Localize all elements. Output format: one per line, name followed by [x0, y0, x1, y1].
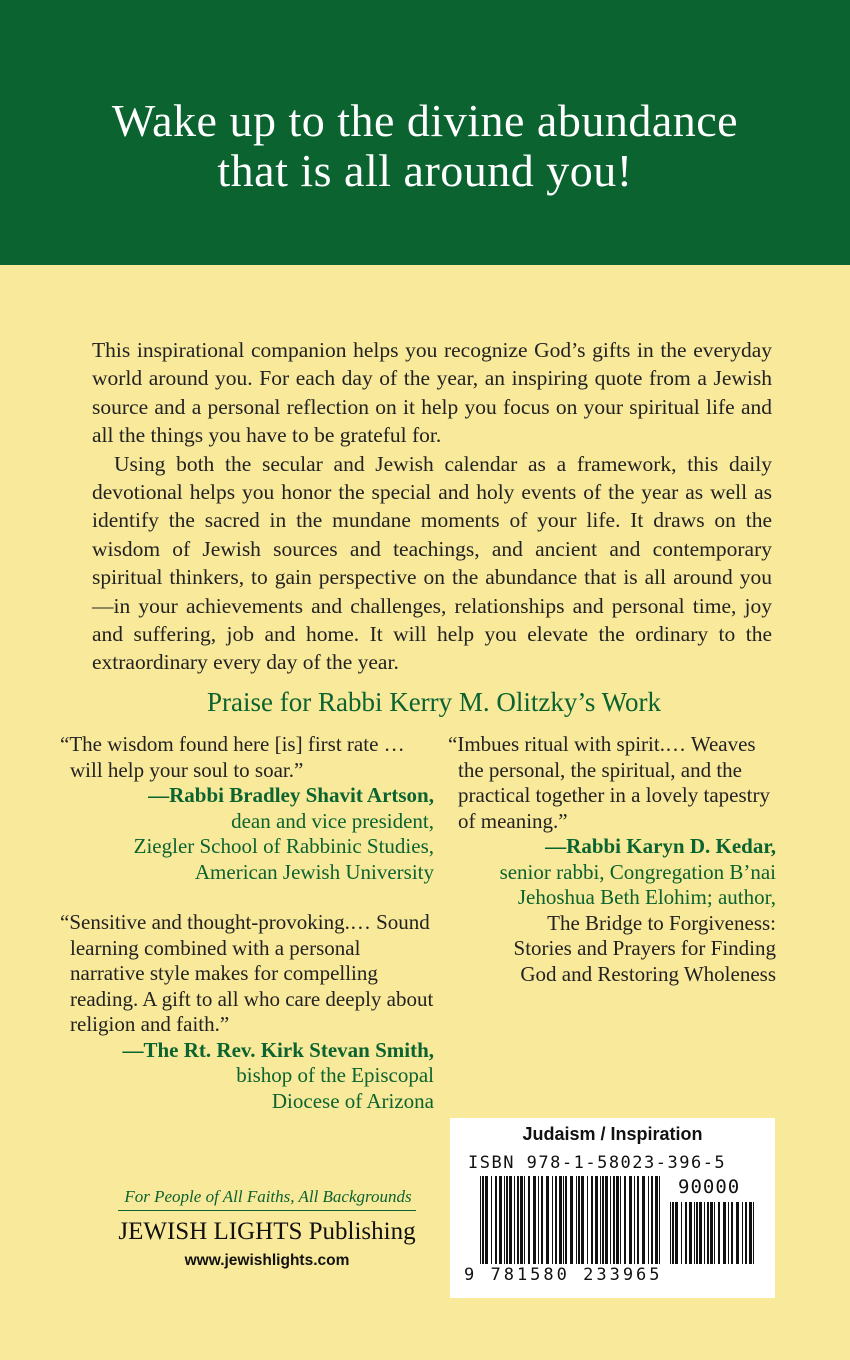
attribution-name: —Rabbi Bradley Shavit Artson [148, 783, 429, 807]
barcode-bar [718, 1202, 720, 1264]
barcode-bar [514, 1176, 515, 1264]
barcode-bar [670, 1202, 671, 1264]
quote-kedar [448, 732, 776, 987]
attribution-role-2: Ziegler School of Rabbinic Studies, [133, 834, 434, 858]
quote-smith [60, 910, 434, 1114]
barcode-bar [710, 1202, 713, 1264]
barcode-bar [565, 1176, 567, 1264]
quote-artson [60, 732, 434, 885]
book-title-line-2: Stories and Prayers for Finding [513, 936, 776, 960]
barcode-bar [602, 1176, 604, 1264]
barcode-number: 9 781580 233965 [464, 1265, 663, 1285]
tagline: For People of All Faiths, All Backgrounds [124, 1187, 412, 1206]
barcode-bar [651, 1176, 653, 1264]
barcode-bar [610, 1176, 611, 1264]
book-description [92, 336, 772, 677]
barcode-bar [499, 1176, 502, 1264]
quote-attribution: —Rabbi Bradley Shavit Artson, [148, 783, 434, 807]
attribution-name: —The Rt. Rev. Kirk Stevan Smith [122, 1037, 429, 1062]
barcode-bar [578, 1176, 580, 1264]
barcode-bar [533, 1176, 536, 1264]
barcode-bar [637, 1176, 639, 1264]
barcode-bar [595, 1176, 598, 1264]
barcode-bar [634, 1176, 635, 1264]
barcode-bar [675, 1202, 678, 1264]
barcode-bar [714, 1202, 715, 1264]
attribution-role-3: American Jewish University [194, 859, 434, 884]
barcode-bar [699, 1202, 702, 1264]
barcode-bar [689, 1202, 692, 1264]
barcode-bar [707, 1202, 709, 1264]
barcode-bar [495, 1176, 497, 1264]
barcode-bar [696, 1202, 698, 1264]
attribution-role-1: senior rabbi, Congregation B’nai [499, 859, 776, 884]
barcode-bar [616, 1176, 619, 1264]
barcode-bar [563, 1176, 564, 1264]
book-title-line-3: God and Restoring Wholeness [520, 961, 776, 986]
barcode-bar [642, 1176, 645, 1264]
quote-text: “Sensitive and thought-provoking.… Sound learning combined with a personal narrative style makes for compelling reading. A gift to all who care deeply about religion and faith.” [60, 910, 434, 1036]
barcode-bar [480, 1176, 481, 1264]
attribution-role-2: Diocese of Arizona [271, 1088, 434, 1113]
description-paragraph-2: Using both the secular and Jewish calendar as a framework, this daily devotional helps you honor the special and holy events of the year as well as identify the sacred in the mundane moments of your life. It draws on the wisdom of Jewish sources and teachings, and ancient and contemporary spiritual thinkers, to gain perspective on the abundance that is all around you—in your achievements and challenges, relationships and personal time, joy and suffering, job and home. It will help you elevate the ordinary to the extraordinary every day of the year. [92, 451, 772, 675]
attribution-role-1: dean and vice president, [231, 808, 434, 833]
barcode-bar [600, 1176, 601, 1264]
barcode-bar [736, 1202, 739, 1264]
barcode-bar [559, 1176, 562, 1264]
barcode-bar [581, 1176, 584, 1264]
barcode-bar [672, 1202, 674, 1264]
quote-attribution: —Rabbi Karyn D. Kedar, [545, 834, 776, 858]
barcode-bar [629, 1176, 632, 1264]
barcode-bar [538, 1176, 539, 1264]
barcode-bar [681, 1202, 682, 1264]
barcode-bar [482, 1176, 484, 1264]
barcode-bar [485, 1176, 488, 1264]
barcode-bar [745, 1202, 747, 1264]
attribution-role-2: Jehoshua Beth Elohim; author, [517, 885, 776, 909]
barcode-bar [685, 1202, 687, 1264]
barcode-bar [659, 1176, 660, 1264]
publisher-logo: JEWISH LIGHTS Publishing [118, 1218, 416, 1245]
barcode-bar [605, 1176, 608, 1264]
quote-text: “The wisdom found here [is] first rate … will help your soul to soar.” [60, 732, 405, 782]
publisher-website: www.jewishlights.com [184, 1252, 350, 1269]
barcode-bar [570, 1176, 573, 1264]
attribution-name: —Rabbi Karyn D. Kedar [545, 834, 771, 858]
headline [0, 96, 850, 196]
barcode-bar [704, 1202, 705, 1264]
barcode-bar [753, 1202, 754, 1264]
barcode-bar [509, 1176, 512, 1264]
barcode-bar [694, 1202, 695, 1264]
barcode-bar [491, 1176, 492, 1264]
barcode-bar [555, 1176, 557, 1264]
headline-line-1: Wake up to the divine abundance [111, 95, 739, 146]
barcode-bar [524, 1176, 525, 1264]
barcode-bar [749, 1202, 752, 1264]
barcode-bar [517, 1176, 519, 1264]
barcode-bar [552, 1176, 553, 1264]
barcode-bar [624, 1176, 626, 1264]
barcode-category: Judaism / Inspiration [522, 1124, 703, 1144]
headline-line-2: that is all around you! [217, 145, 633, 196]
quote-attribution: —The Rt. Rev. Kirk Stevan Smith, [122, 1037, 434, 1062]
barcode-bar [728, 1202, 729, 1264]
barcode-bar [546, 1176, 549, 1264]
description-paragraph-1: This inspirational companion helps you recognize God’s gifts in the everyday world around you. For each day of the year, an inspiring quote from a Jewish source and a personal reflection on it help you focus on your spiritual life and all the things you have to be grateful for. [92, 338, 772, 448]
praise-heading: Praise for Rabbi Kerry M. Olitzky’s Work [206, 687, 661, 717]
barcode-bar [731, 1202, 733, 1264]
barcode-bar [520, 1176, 523, 1264]
barcode-bar [587, 1176, 588, 1264]
barcode-panel [450, 1118, 775, 1298]
barcode-bar [620, 1176, 621, 1264]
book-title-line-1: The Bridge to Forgiveness: [547, 910, 776, 935]
barcode-bar [541, 1176, 543, 1264]
attribution-role-1: bishop of the Episcopal [236, 1063, 434, 1087]
barcode-bar [723, 1202, 726, 1264]
barcode-bar [528, 1176, 530, 1264]
tagline-divider [118, 1210, 416, 1211]
quote-text: “Imbues ritual with spirit.… Weaves the personal, the spiritual, and the practical together in a lovely tapestry of meaning.” [448, 732, 770, 833]
barcode-bar [591, 1176, 593, 1264]
price-code: 90000 [678, 1176, 741, 1198]
isbn-text: ISBN 978-1-58023-396-5 [468, 1153, 727, 1173]
barcode-bar [506, 1176, 508, 1264]
barcode-bar [655, 1176, 658, 1264]
barcode-bar [742, 1202, 743, 1264]
barcode-bar [648, 1176, 649, 1264]
barcode-bar [576, 1176, 577, 1264]
barcode-bar [613, 1176, 615, 1264]
barcode-bar [504, 1176, 505, 1264]
